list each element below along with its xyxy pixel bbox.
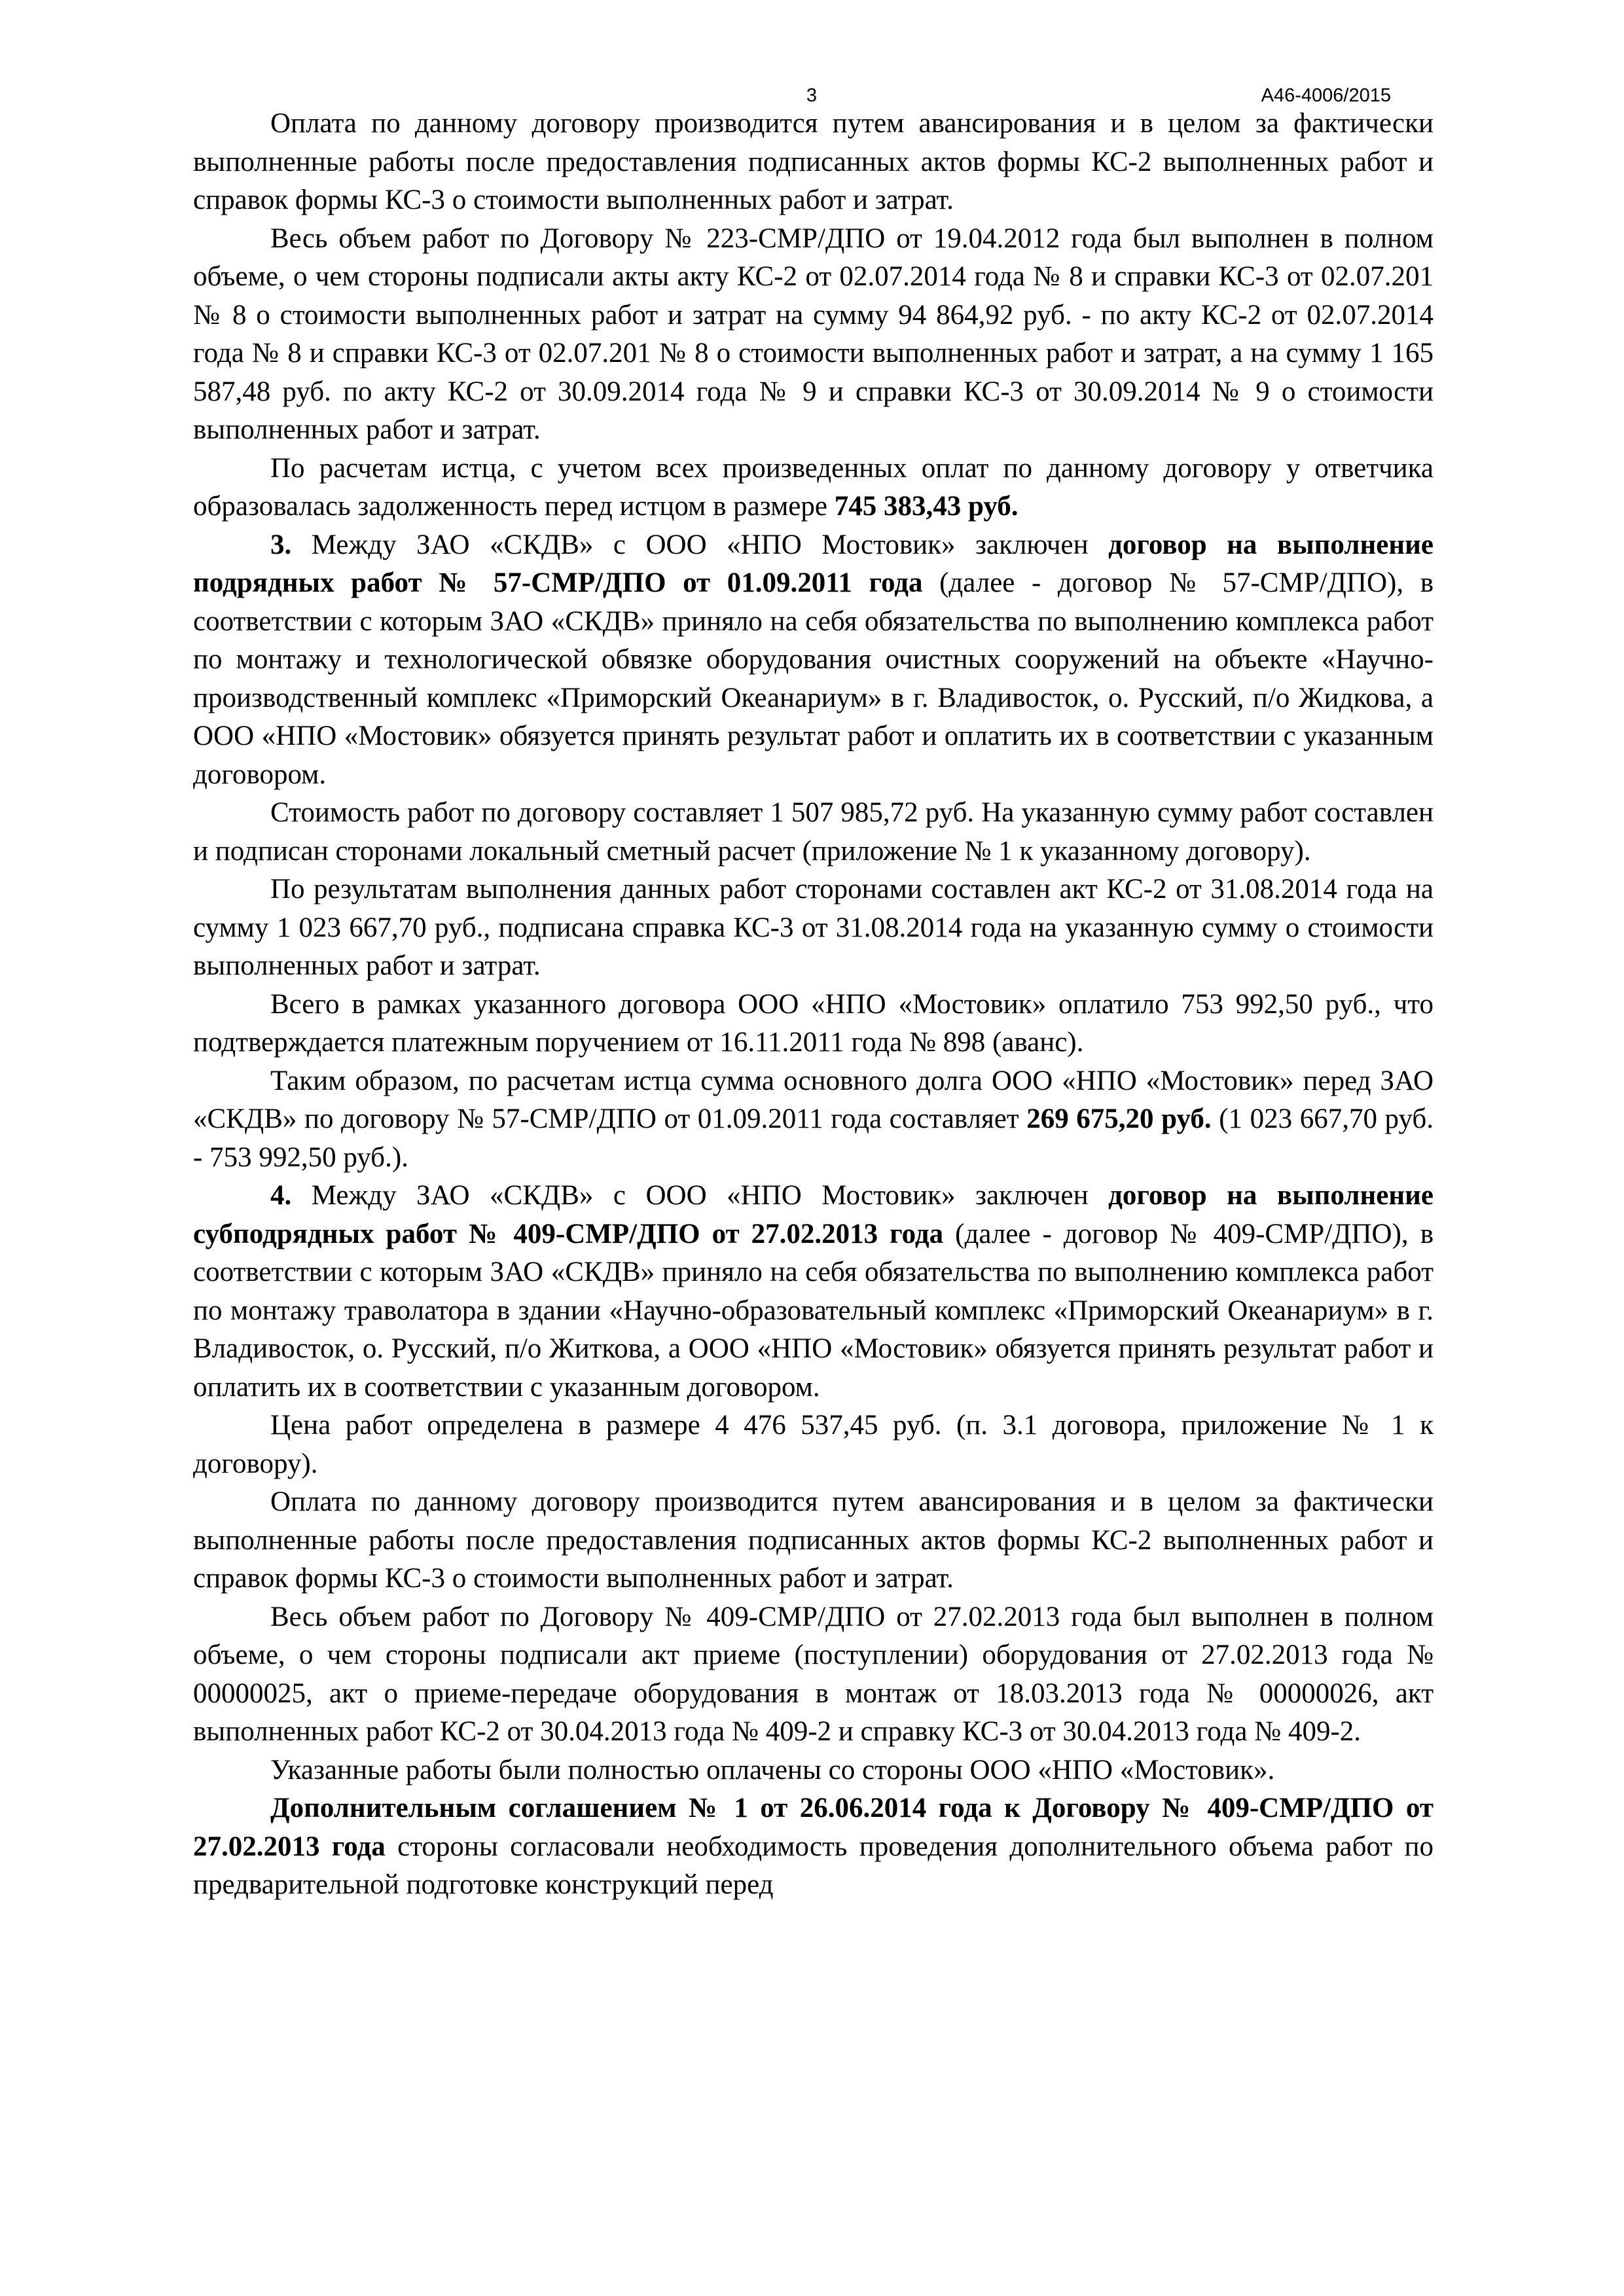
item-number-3: 3. (270, 529, 292, 560)
contract-57-title: договор на выполнение подрядных работ № 57-СМР/ДПО от 01.09.2011 года (193, 529, 1434, 598)
paragraph-work-completed-409: Весь объем работ по Договору № 409-СМР/ДПО от 27.02.2013 года был выполнен в полном объеме, о чем стороны подписали акт приеме (поступлении) оборудования от 27.02.2013 года № 00000025, акт о приеме-передаче оборудования в монтаж от 18.03.2013 года № 00000026, акт выполненных работ КС-2 от 30.04.2013 года № 409-2 и справку КС-3 от 30.04.2013 года № 409-2. (193, 1601, 1434, 1747)
debt-57-calculation: (1 023 667,70 руб. - 753 992,50 руб.). (193, 1103, 1434, 1173)
supplementary-agreement-title: Дополнительным соглашением № 1 от 26.06.2014 года к Договору № 409-СМР/ДПО от 27.02.2013 года (193, 1793, 1434, 1862)
paragraph-paid-409: Указанные работы были полностью оплачены со стороны ООО «НПО «Мостовик». (270, 1754, 1275, 1785)
contract-57-description: (далее - договор № 57-СМР/ДПО), в соответствии с которым ЗАО «СКДВ» приняло на себя обязательства по выполнению комплекса работ по монтажу и технологической обвязке оборудования очистных сооружений на объекте «Научно-производственный комплекс «Приморский Океанариум» в г. Владивосток, о. Русский, п/о Жидкова, а ООО «НПО «Мостовик» обязуется принять результат работ и оплатить их в соответствии с указанным договором. (193, 567, 1434, 790)
debt-57-text: Таким образом, по расчетам истца сумма основного долга ООО «НПО «Мостовик» перед ЗАО «СКДВ» по договору № 57-СМР/ДПО от 01.09.2011 года составляет (193, 1065, 1434, 1134)
paragraph-contract-57 (193, 526, 1434, 795)
paragraph-work-completed-223: Весь объем работ по Договору № 223-СМР/ДПО от 19.04.2012 года был выполнен в полном объеме, о чем стороны подписали акты акту КС-2 от 02.07.2014 года № 8 и справки КС-3 от 02.07.201 № 8 о стоимости выполненных работ и затрат на сумму 94 864,92 руб. - по акту КС-2 от 02.07.2014 года № 8 и справки КС-3 от 02.07.201 № 8 о стоимости выполненных работ и затрат, а на сумму 1 165 587,48 руб. по акту КС-2 от 30.09.2014 года № 9 и справки КС-3 от 30.09.2014 № 9 о стоимости выполненных работ и затрат. (193, 223, 1434, 445)
paragraph-payment-terms-409: Оплата по данному договору производится путем авансирования и в целом за фактически выполненные работы после предоставления подписанных актов формы КС-2 выполненных работ и справок формы КС-3 о стоимости выполненных работ и затрат. (193, 1486, 1434, 1594)
item-number-4: 4. (270, 1180, 292, 1211)
paragraph-debt-223 (193, 450, 1434, 526)
paragraph-results-57: По результатам выполнения данных работ сторонами составлен акт КС-2 от 31.08.2014 года на сумму 1 023 667,70 руб., подписана справка КС-3 от 31.08.2014 года на указанную сумму о стоимости выполненных работ и затрат. (193, 874, 1434, 981)
case-number: А46-4006/2015 (1261, 85, 1391, 106)
document-body (193, 105, 1434, 1905)
contract-57-intro: Между ЗАО «СКДВ» с ООО «НПО Мостовик» заключен (291, 529, 1109, 560)
contract-409-intro: Между ЗАО «СКДВ» с ООО «НПО Мостовик» заключен (291, 1180, 1109, 1211)
paragraph-payment-terms-223: Оплата по данному договору производится путем авансирования и в целом за фактически выполненные работы после предоставления подписанных актов формы КС-2 выполненных работ и справок формы КС-3 о стоимости выполненных работ и затрат. (193, 108, 1434, 215)
paragraph-contract-409 (193, 1177, 1434, 1407)
debt-amount: 745 383,43 руб. (834, 491, 1019, 522)
paragraph-debt-57 (193, 1062, 1434, 1177)
paragraph-cost-57: Стоимость работ по договору составляет 1 507 985,72 руб. На указанную сумму работ составлен и подписан сторонами локальный сметный расчет (приложение № 1 к указанному договору). (193, 797, 1434, 867)
contract-409-description: (далее - договор № 409-СМР/ДПО), в соответствии с которым ЗАО «СКДВ» приняло на себя обязательства по выполнению комплекса работ по монтажу траволатора в здании «Научно-образовательный комплекс «Приморский Океанариум» в г. Владивосток, о. Русский, п/о Житкова, а ООО «НПО «Мостовик» обязуется принять результат работ и оплатить их в соответствии с указанным договором. (193, 1218, 1434, 1403)
page-number: 3 (806, 85, 818, 106)
debt-text: По расчетам истца, с учетом всех произведенных оплат по данному договору у ответчика образовалась задолженность перед истцом в размере (193, 452, 1434, 522)
paragraph-price-409: Цена работ определена в размере 4 476 537,45 руб. (п. 3.1 договора, приложение № 1 к договору). (193, 1410, 1434, 1479)
paragraph-paid-57: Всего в рамках указанного договора ООО «НПО «Мостовик» оплатило 753 992,50 руб., что подтверждается платежным поручением от 16.11.2011 года № 898 (аванс). (193, 988, 1434, 1058)
contract-409-title: договор на выполнение субподрядных работ № 409-СМР/ДПО от 27.02.2013 года (193, 1180, 1434, 1249)
paragraph-supplementary-agreement (193, 1789, 1434, 1905)
supplementary-agreement-text: стороны согласовали необходимость проведения дополнительного объема работ по предварительной подготовке конструкций перед (193, 1831, 1434, 1900)
debt-57-amount: 269 675,20 руб. (1026, 1103, 1212, 1134)
